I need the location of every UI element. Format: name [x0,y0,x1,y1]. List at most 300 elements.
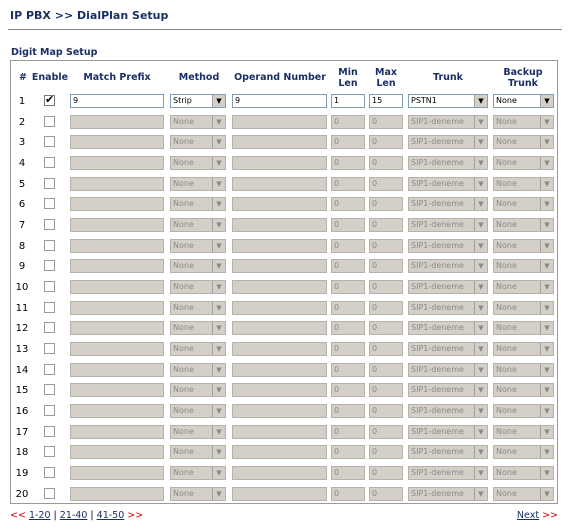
row-number: 13 [15,344,29,356]
trunk-select[interactable] [408,280,488,294]
operand-number-input[interactable]: 9 [232,94,327,108]
max-len-input[interactable]: 0 [369,218,403,232]
method-select[interactable] [170,363,226,377]
table-row [11,175,559,195]
row-number: 19 [15,468,29,480]
chevron-down-icon: ▼ [212,364,225,376]
row-number: 8 [18,240,26,252]
min-len-input[interactable]: 0 [331,156,365,170]
method-select[interactable] [170,404,226,418]
chevron-down-icon: ▼ [540,260,553,272]
trunk-value: SIP1-deneme [411,240,464,250]
chevron-down-icon: ▼ [474,136,487,148]
method-value: None [173,364,194,374]
header-min-len-line2: Len [338,78,358,89]
enable-checkbox[interactable] [44,467,55,478]
enable-checkbox[interactable] [44,219,55,230]
method-select[interactable] [170,301,226,315]
method-select[interactable] [170,445,226,459]
max-len-input[interactable]: 0 [369,487,403,501]
method-value: None [173,220,194,230]
chevron-down-icon: ▼ [474,281,487,293]
min-len-input[interactable]: 0 [331,445,365,459]
backup-trunk-select[interactable] [493,342,554,356]
backup-trunk-value: None [496,240,517,250]
trunk-select[interactable] [408,94,488,108]
match-prefix-input[interactable] [70,487,164,501]
chevron-down-icon: ▼ [474,260,487,272]
table-row [11,319,559,339]
max-len-input[interactable]: 0 [369,301,403,315]
trunk-select[interactable] [408,425,488,439]
operand-number-input[interactable] [232,177,327,191]
operand-number-input[interactable] [232,239,327,253]
min-len-input[interactable]: 0 [331,259,365,273]
table-row [11,216,559,236]
trunk-value: SIP1-deneme [411,406,464,416]
min-len-input[interactable]: 1 [331,94,365,108]
enable-checkbox[interactable] [44,198,55,209]
max-len-input[interactable]: 15 [369,94,403,108]
trunk-select[interactable] [408,259,488,273]
method-select[interactable] [170,135,226,149]
enable-checkbox[interactable] [44,136,55,147]
match-prefix-input[interactable] [70,404,164,418]
method-value: None [173,468,194,478]
backup-trunk-select[interactable] [493,383,554,397]
max-len-input[interactable]: 0 [369,177,403,191]
table-row [11,485,559,505]
trunk-select[interactable] [408,466,488,480]
chevron-down-icon: ▼ [474,488,487,500]
operand-number-input[interactable] [232,363,327,377]
enable-checkbox[interactable] [44,302,55,313]
chevron-down-icon: ▼ [540,219,553,231]
row-number: 10 [15,282,29,294]
min-len-input[interactable]: 0 [331,466,365,480]
chevron-down-icon: ▼ [212,198,225,210]
max-len-input[interactable]: 0 [369,425,403,439]
table-row [11,402,559,422]
trunk-select[interactable] [408,487,488,501]
max-len-input[interactable]: 0 [369,280,403,294]
pager-prev-arrows: << [10,510,26,521]
max-len-input[interactable]: 0 [369,383,403,397]
trunk-value: SIP1-deneme [411,447,464,457]
method-select[interactable] [170,218,226,232]
min-len-input[interactable]: 0 [331,197,365,211]
method-select[interactable] [170,280,226,294]
method-select[interactable] [170,177,226,191]
chevron-down-icon: ▼ [212,426,225,438]
chevron-down-icon: ▼ [212,446,225,458]
backup-trunk-select[interactable] [493,445,554,459]
enable-checkbox[interactable] [44,157,55,168]
next-page-link[interactable]: Next [516,510,540,521]
trunk-select[interactable] [408,239,488,253]
backup-trunk-select[interactable] [493,487,554,501]
operand-number-input[interactable] [232,135,327,149]
backup-trunk-value: None [496,344,517,354]
method-select[interactable] [170,197,226,211]
operand-number-input[interactable] [232,321,327,335]
match-prefix-input[interactable] [70,259,164,273]
chevron-down-icon: ▼ [212,322,225,334]
enable-checkbox[interactable] [44,343,55,354]
min-len-input[interactable]: 0 [331,425,365,439]
trunk-select[interactable] [408,321,488,335]
enable-checkbox[interactable] [44,488,55,499]
chevron-down-icon: ▼ [540,488,553,500]
trunk-select[interactable] [408,404,488,418]
chevron-down-icon: ▼ [212,405,225,417]
trunk-value: SIP1-deneme [411,344,464,354]
table-row [11,154,559,174]
chevron-down-icon: ▼ [540,281,553,293]
method-value: None [173,158,194,167]
min-len-input[interactable]: 0 [331,487,365,501]
enable-checkbox[interactable] [44,426,55,437]
backup-trunk-select[interactable] [493,301,554,315]
operand-number-input[interactable] [232,425,327,439]
chevron-down-icon: ▼ [212,260,225,272]
max-len-input[interactable]: 0 [369,445,403,459]
min-len-input[interactable]: 0 [331,177,365,191]
max-len-input[interactable]: 0 [369,363,403,377]
table-row [11,113,559,133]
row-number: 7 [18,220,26,232]
chevron-down-icon: ▼ [540,322,553,334]
chevron-down-icon: ▼ [212,343,225,355]
min-len-input[interactable]: 0 [331,363,365,377]
chevron-down-icon: ▼ [540,467,553,479]
trunk-select[interactable] [408,363,488,377]
backup-trunk-select[interactable] [493,94,554,108]
match-prefix-input[interactable] [70,177,164,191]
match-prefix-input[interactable] [70,466,164,480]
enable-checkbox[interactable] [44,384,55,395]
max-len-input[interactable]: 0 [369,321,403,335]
row-number: 6 [18,199,26,211]
method-select[interactable] [170,239,226,253]
backup-trunk-select[interactable] [493,135,554,149]
backup-trunk-value: None [496,426,517,436]
backup-trunk-select[interactable] [493,363,554,377]
chevron-down-icon: ▼ [474,343,487,355]
backup-trunk-select[interactable] [493,466,554,480]
trunk-value: SIP1-deneme [411,364,464,374]
match-prefix-input[interactable] [70,363,164,377]
chevron-down-icon: ▼ [540,302,553,314]
min-len-input[interactable]: 0 [331,218,365,232]
enable-checkbox[interactable] [44,364,55,375]
row-number: 11 [15,302,29,314]
header-trunk: Trunk [433,72,463,83]
enable-checkbox[interactable] [44,260,55,271]
backup-trunk-select[interactable] [493,115,554,129]
chevron-down-icon: ▼ [212,95,225,107]
chevron-down-icon: ▼ [540,426,553,438]
chevron-down-icon: ▼ [474,446,487,458]
operand-number-input[interactable] [232,445,327,459]
operand-number-input[interactable] [232,383,327,397]
trunk-select[interactable] [408,197,488,211]
trunk-value: SIP1-deneme [411,385,464,395]
method-value: None [173,344,194,354]
min-len-input[interactable]: 0 [331,115,365,129]
header-num: # [19,72,27,83]
chevron-down-icon: ▼ [540,178,553,190]
row-number: 17 [15,426,29,438]
backup-trunk-value: None [496,406,517,416]
backup-trunk-select[interactable] [493,425,554,439]
operand-number-input[interactable] [232,466,327,480]
header-operand-number: Operand Number [234,72,326,83]
table-row [11,278,559,298]
backup-trunk-value: None [496,447,517,457]
trunk-value: SIP1-deneme [411,426,464,436]
max-len-input[interactable]: 0 [369,135,403,149]
operand-number-input[interactable] [232,342,327,356]
chevron-down-icon: ▼ [212,384,225,396]
match-prefix-input[interactable] [70,321,164,335]
chevron-down-icon: ▼ [540,364,553,376]
trunk-select[interactable] [408,115,488,129]
min-len-input[interactable]: 0 [331,280,365,294]
page-title: IP PBX >> DialPlan Setup [10,9,169,22]
method-value: None [173,199,194,209]
chevron-down-icon: ▼ [212,467,225,479]
enable-checkbox[interactable] [44,95,55,106]
row-number: 9 [18,261,26,273]
min-len-input[interactable]: 0 [331,383,365,397]
operand-number-input[interactable] [232,156,327,170]
header-max-len-line2: Len [376,78,396,89]
table-row [11,195,559,215]
backup-trunk-value: None [496,178,517,188]
pager-divider: | [53,510,57,521]
max-len-input[interactable]: 0 [369,239,403,253]
backup-trunk-value: None [496,488,517,498]
operand-number-input[interactable] [232,259,327,273]
trunk-value: SIP1-deneme [411,302,464,312]
method-select[interactable] [170,156,226,170]
min-len-input[interactable]: 0 [331,404,365,418]
trunk-select[interactable] [408,218,488,232]
trunk-value: SIP1-deneme [411,158,464,167]
enable-checkbox[interactable] [44,240,55,251]
trunk-select[interactable] [408,156,488,170]
chevron-down-icon: ▼ [474,322,487,334]
max-len-input[interactable]: 0 [369,342,403,356]
chevron-down-icon: ▼ [540,240,553,252]
max-len-input[interactable]: 0 [369,156,403,170]
operand-number-input[interactable] [232,404,327,418]
backup-trunk-value: None [496,158,517,167]
trunk-value: SIP1-deneme [411,178,464,188]
backup-trunk-value: None [496,282,517,292]
backup-trunk-select[interactable] [493,259,554,273]
pagination [10,510,143,521]
method-value: None [173,178,194,188]
backup-trunk-select[interactable] [493,404,554,418]
match-prefix-input[interactable] [70,342,164,356]
row-number: 12 [15,323,29,335]
backup-trunk-value: None [496,116,517,126]
match-prefix-input[interactable] [70,197,164,211]
chevron-down-icon: ▼ [540,405,553,417]
match-prefix-input[interactable]: 9 [70,94,164,108]
title-divider [8,29,562,31]
chevron-down-icon: ▼ [540,136,553,148]
next-page-arrows: >> [542,510,558,521]
enable-checkbox[interactable] [44,322,55,333]
row-number: 18 [15,447,29,459]
page-link-41-50[interactable]: 41-50 [96,510,125,521]
backup-trunk-value: None [496,364,517,374]
method-value: None [173,282,194,292]
header-enable: Enable [31,72,69,83]
max-len-input[interactable]: 0 [369,259,403,273]
min-len-input[interactable]: 0 [331,135,365,149]
trunk-select[interactable] [408,135,488,149]
chevron-down-icon: ▼ [474,178,487,190]
backup-trunk-value: None [496,385,517,395]
table-row [11,257,559,277]
backup-trunk-select[interactable] [493,321,554,335]
min-len-input[interactable]: 0 [331,239,365,253]
method-select[interactable] [170,425,226,439]
table-row [11,361,559,381]
backup-trunk-value: None [496,199,517,209]
backup-trunk-select[interactable] [493,197,554,211]
chevron-down-icon: ▼ [212,488,225,500]
method-select[interactable] [170,487,226,501]
max-len-input[interactable]: 0 [369,466,403,480]
operand-number-input[interactable] [232,280,327,294]
chevron-down-icon: ▼ [474,405,487,417]
header-min-len [331,67,365,89]
trunk-select[interactable] [408,445,488,459]
trunk-select[interactable] [408,177,488,191]
page-link-21-40[interactable]: 21-40 [59,510,88,521]
match-prefix-input[interactable] [70,280,164,294]
trunk-select[interactable] [408,342,488,356]
method-value: None [173,323,194,333]
chevron-down-icon: ▼ [212,302,225,314]
enable-checkbox[interactable] [44,446,55,457]
chevron-down-icon: ▼ [540,384,553,396]
max-len-input[interactable]: 0 [369,115,403,129]
backup-trunk-select[interactable] [493,156,554,170]
page-link-1-20[interactable]: 1-20 [28,510,51,521]
header-max-len [369,67,403,89]
trunk-value: SIP1-deneme [411,261,464,271]
chevron-down-icon: ▼ [212,178,225,190]
operand-number-input[interactable] [232,301,327,315]
method-select[interactable] [170,94,226,108]
enable-checkbox[interactable] [44,178,55,189]
match-prefix-input[interactable] [70,239,164,253]
operand-number-input[interactable] [232,115,327,129]
match-prefix-input[interactable] [70,218,164,232]
chevron-down-icon: ▼ [212,116,225,128]
chevron-down-icon: ▼ [474,240,487,252]
backup-trunk-value: None [496,468,517,478]
match-prefix-input[interactable] [70,135,164,149]
backup-trunk-select[interactable] [493,177,554,191]
enable-checkbox[interactable] [44,405,55,416]
operand-number-input[interactable] [232,197,327,211]
chevron-down-icon: ▼ [212,157,225,169]
method-value: None [173,137,194,147]
chevron-down-icon: ▼ [212,136,225,148]
row-number: 16 [15,406,29,418]
match-prefix-input[interactable] [70,383,164,397]
row-number: 5 [18,178,26,190]
match-prefix-input[interactable] [70,425,164,439]
chevron-down-icon: ▼ [474,219,487,231]
row-number: 2 [18,116,26,128]
backup-trunk-value: None [496,323,517,333]
match-prefix-input[interactable] [70,115,164,129]
backup-trunk-select[interactable] [493,280,554,294]
method-value: None [173,488,194,498]
backup-trunk-select[interactable] [493,218,554,232]
trunk-value: SIP1-deneme [411,282,464,292]
backup-trunk-value: None [496,302,517,312]
row-number: 14 [15,364,29,376]
min-len-input[interactable]: 0 [331,321,365,335]
method-select[interactable] [170,342,226,356]
method-select[interactable] [170,259,226,273]
method-value: None [173,302,194,312]
min-len-input[interactable]: 0 [331,301,365,315]
trunk-value: PSTN1 [411,96,437,105]
chevron-down-icon: ▼ [474,302,487,314]
chevron-down-icon: ▼ [540,95,553,107]
method-value: Strip [173,96,192,105]
backup-trunk-value: None [496,96,517,105]
method-select[interactable] [170,115,226,129]
operand-number-input[interactable] [232,218,327,232]
method-select[interactable] [170,383,226,397]
match-prefix-input[interactable] [70,156,164,170]
method-value: None [173,426,194,436]
max-len-input[interactable]: 0 [369,404,403,418]
method-value: None [173,240,194,250]
match-prefix-input[interactable] [70,445,164,459]
enable-checkbox[interactable] [44,281,55,292]
trunk-value: SIP1-deneme [411,137,464,147]
next-page [517,510,558,521]
min-len-input[interactable]: 0 [331,342,365,356]
backup-trunk-select[interactable] [493,239,554,253]
operand-number-input[interactable] [232,487,327,501]
match-prefix-input[interactable] [70,301,164,315]
trunk-select[interactable] [408,383,488,397]
chevron-down-icon: ▼ [474,157,487,169]
method-select[interactable] [170,321,226,335]
method-select[interactable] [170,466,226,480]
enable-checkbox[interactable] [44,116,55,127]
chevron-down-icon: ▼ [540,198,553,210]
trunk-select[interactable] [408,301,488,315]
max-len-input[interactable]: 0 [369,197,403,211]
digit-map-table [10,60,558,504]
row-number: 1 [18,96,26,107]
chevron-down-icon: ▼ [474,426,487,438]
